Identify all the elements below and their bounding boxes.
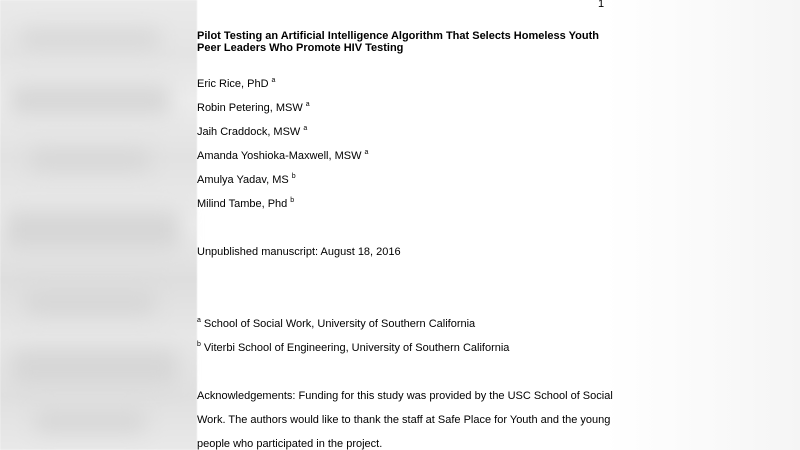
author-name: Amanda Yoshioka-Maxwell, MSW xyxy=(197,150,362,162)
blur-smudge xyxy=(5,210,180,250)
author-affiliation-mark: a xyxy=(305,101,310,109)
page-number: 1 xyxy=(598,0,605,10)
author-name: Jaih Craddock, MSW xyxy=(197,126,301,138)
author-affiliation-mark: b xyxy=(291,173,296,181)
blur-smudge xyxy=(10,85,170,115)
author-name: Milind Tambe, Phd xyxy=(197,198,288,210)
blur-smudge xyxy=(30,150,150,170)
author-line xyxy=(197,150,368,163)
right-blurred-margin xyxy=(605,0,800,450)
author-affiliation-mark: b xyxy=(290,197,295,205)
left-blurred-margin xyxy=(0,0,197,450)
blur-smudge xyxy=(20,30,160,48)
affiliation-text: Viterbi School of Engineering, University of Southern California xyxy=(203,342,510,354)
author-name: Eric Rice, PhD xyxy=(197,78,269,90)
author-line xyxy=(197,102,310,115)
acknowledgements-line: Work. The authors would like to thank the staff at Safe Place for Youth and the young xyxy=(197,414,611,426)
manuscript-status: Unpublished manuscript: August 18, 2016 xyxy=(197,246,401,258)
affiliation-mark: b xyxy=(197,341,201,349)
author-affiliation-mark: a xyxy=(364,149,369,157)
affiliation-line xyxy=(197,342,509,355)
affiliation-line xyxy=(197,318,475,331)
blur-smudge xyxy=(35,410,145,432)
author-affiliation-mark: a xyxy=(271,77,276,85)
blur-smudge xyxy=(25,290,155,314)
author-line xyxy=(197,198,294,211)
author-name: Robin Petering, MSW xyxy=(197,102,303,114)
author-line xyxy=(197,78,275,91)
document-title: Pilot Testing an Artificial Intelligence Algorithm That Selects Homeless Youth Peer Leaders Who Promote HIV Testing xyxy=(197,30,599,54)
author-line xyxy=(197,126,307,139)
author-affiliation-mark: a xyxy=(303,125,308,133)
affiliation-mark: a xyxy=(197,317,201,325)
author-name: Amulya Yadav, MS xyxy=(197,174,289,186)
acknowledgements-line: Acknowledgements: Funding for this study was provided by the USC School of Social xyxy=(197,390,613,402)
blur-smudge xyxy=(12,350,177,385)
acknowledgements-line: people who participated in the project. xyxy=(197,438,383,450)
author-line xyxy=(197,174,296,187)
affiliation-text: School of Social Work, University of Southern California xyxy=(203,318,476,330)
